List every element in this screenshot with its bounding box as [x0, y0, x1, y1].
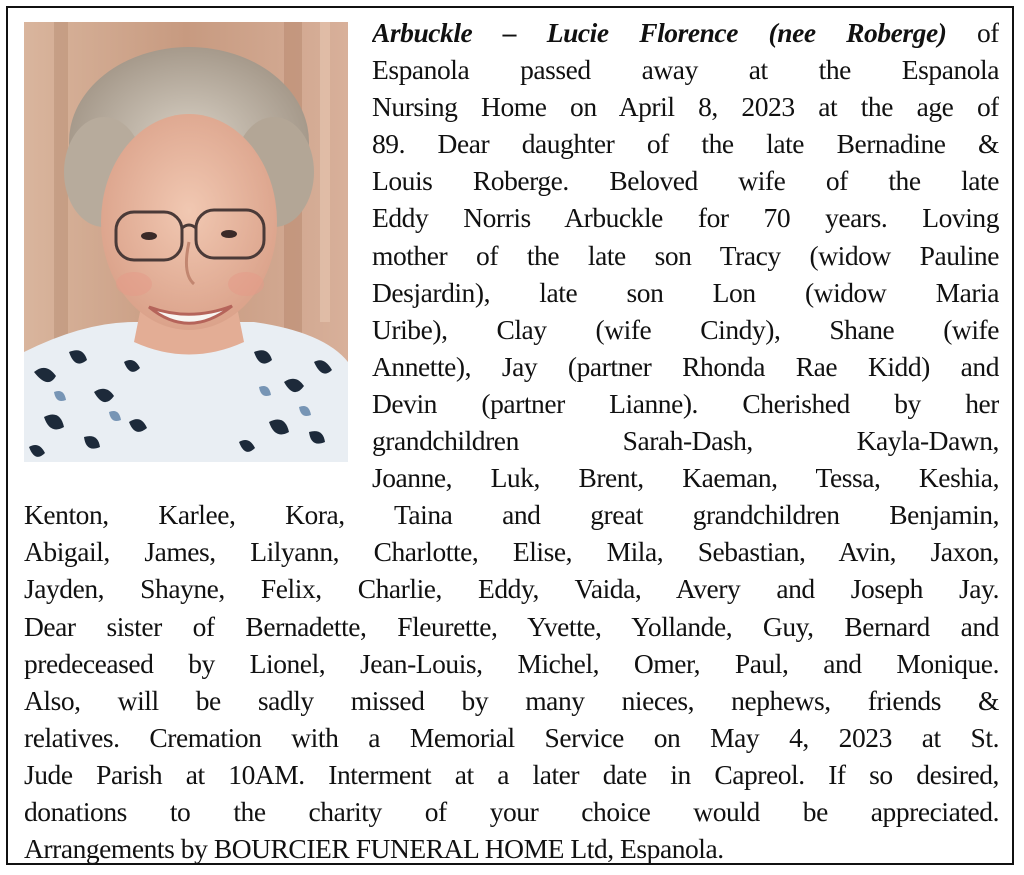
obit-line-5: Louis Roberge. Beloved wife of the late — [372, 165, 999, 197]
obit-line-10: Annette), Jay (partner Rhonda Rae Kidd) and — [372, 350, 999, 382]
obit-line-1: Arbuckle – Lucie Florence (nee Roberge) of — [372, 17, 999, 48]
obit-line-6: Eddy Norris Arbuckle for 70 years. Loving — [372, 202, 999, 234]
obit-line-3: Nursing Home on April 8, 2023 at the age of — [372, 91, 999, 123]
obit-line-14: Kenton, Karlee, Kora, Taina and great grandchildren Benjamin, — [24, 499, 999, 531]
obit-line-4: 89. Dear daughter of the late Bernadine & — [372, 128, 999, 160]
obit-line-17: Dear sister of Bernadette, Fleurette, Yvette, Yollande, Guy, Bernard and — [24, 610, 999, 642]
obit-line-12: grandchildren Sarah-Dash, Kayla-Dawn, — [372, 425, 999, 457]
photo-spacer — [24, 14, 372, 464]
obit-line-9: Uribe), Clay (wife Cindy), Shane (wife — [372, 313, 999, 345]
deceased-name: Arbuckle – Lucie Florence (nee Roberge) — [372, 17, 947, 48]
obit-line-13: Joanne, Luk, Brent, Kaeman, Tessa, Keshia, — [372, 462, 999, 494]
obit-line-20: relatives. Cremation with a Memorial Service on May 4, 2023 at St. — [24, 721, 999, 753]
obit-line-18: predeceased by Lionel, Jean-Louis, Michel, Omer, Paul, and Monique. — [24, 647, 999, 679]
obit-line-2: Espanola passed away at the Espanola — [372, 54, 999, 86]
obit-line-11: Devin (partner Lianne). Cherished by her — [372, 387, 999, 419]
obit-line-21: Jude Parish at 10AM. Interment at a later date in Capreol. If so desired, — [24, 758, 999, 790]
obit-line-22: donations to the charity of your choice would be appreciated. — [24, 795, 999, 827]
obit-line-23: Arrangements by BOURCIER FUNERAL HOME Ltd, Espanola. — [24, 833, 724, 865]
obit-line-16: Jayden, Shayne, Felix, Charlie, Eddy, Vaida, Avery and Joseph Jay. — [24, 573, 999, 605]
obit-line-15: Abigail, James, Lilyann, Charlotte, Elise, Mila, Sebastian, Avin, Jaxon, — [24, 536, 999, 568]
obituary-text — [24, 14, 999, 867]
obit-line-7: mother of the late son Tracy (widow Pauline — [372, 239, 999, 271]
obit-line-19: Also, will be sadly missed by many nieces, nephews, friends & — [24, 684, 999, 716]
obit-line-8: Desjardin), late son Lon (widow Maria — [372, 276, 999, 308]
